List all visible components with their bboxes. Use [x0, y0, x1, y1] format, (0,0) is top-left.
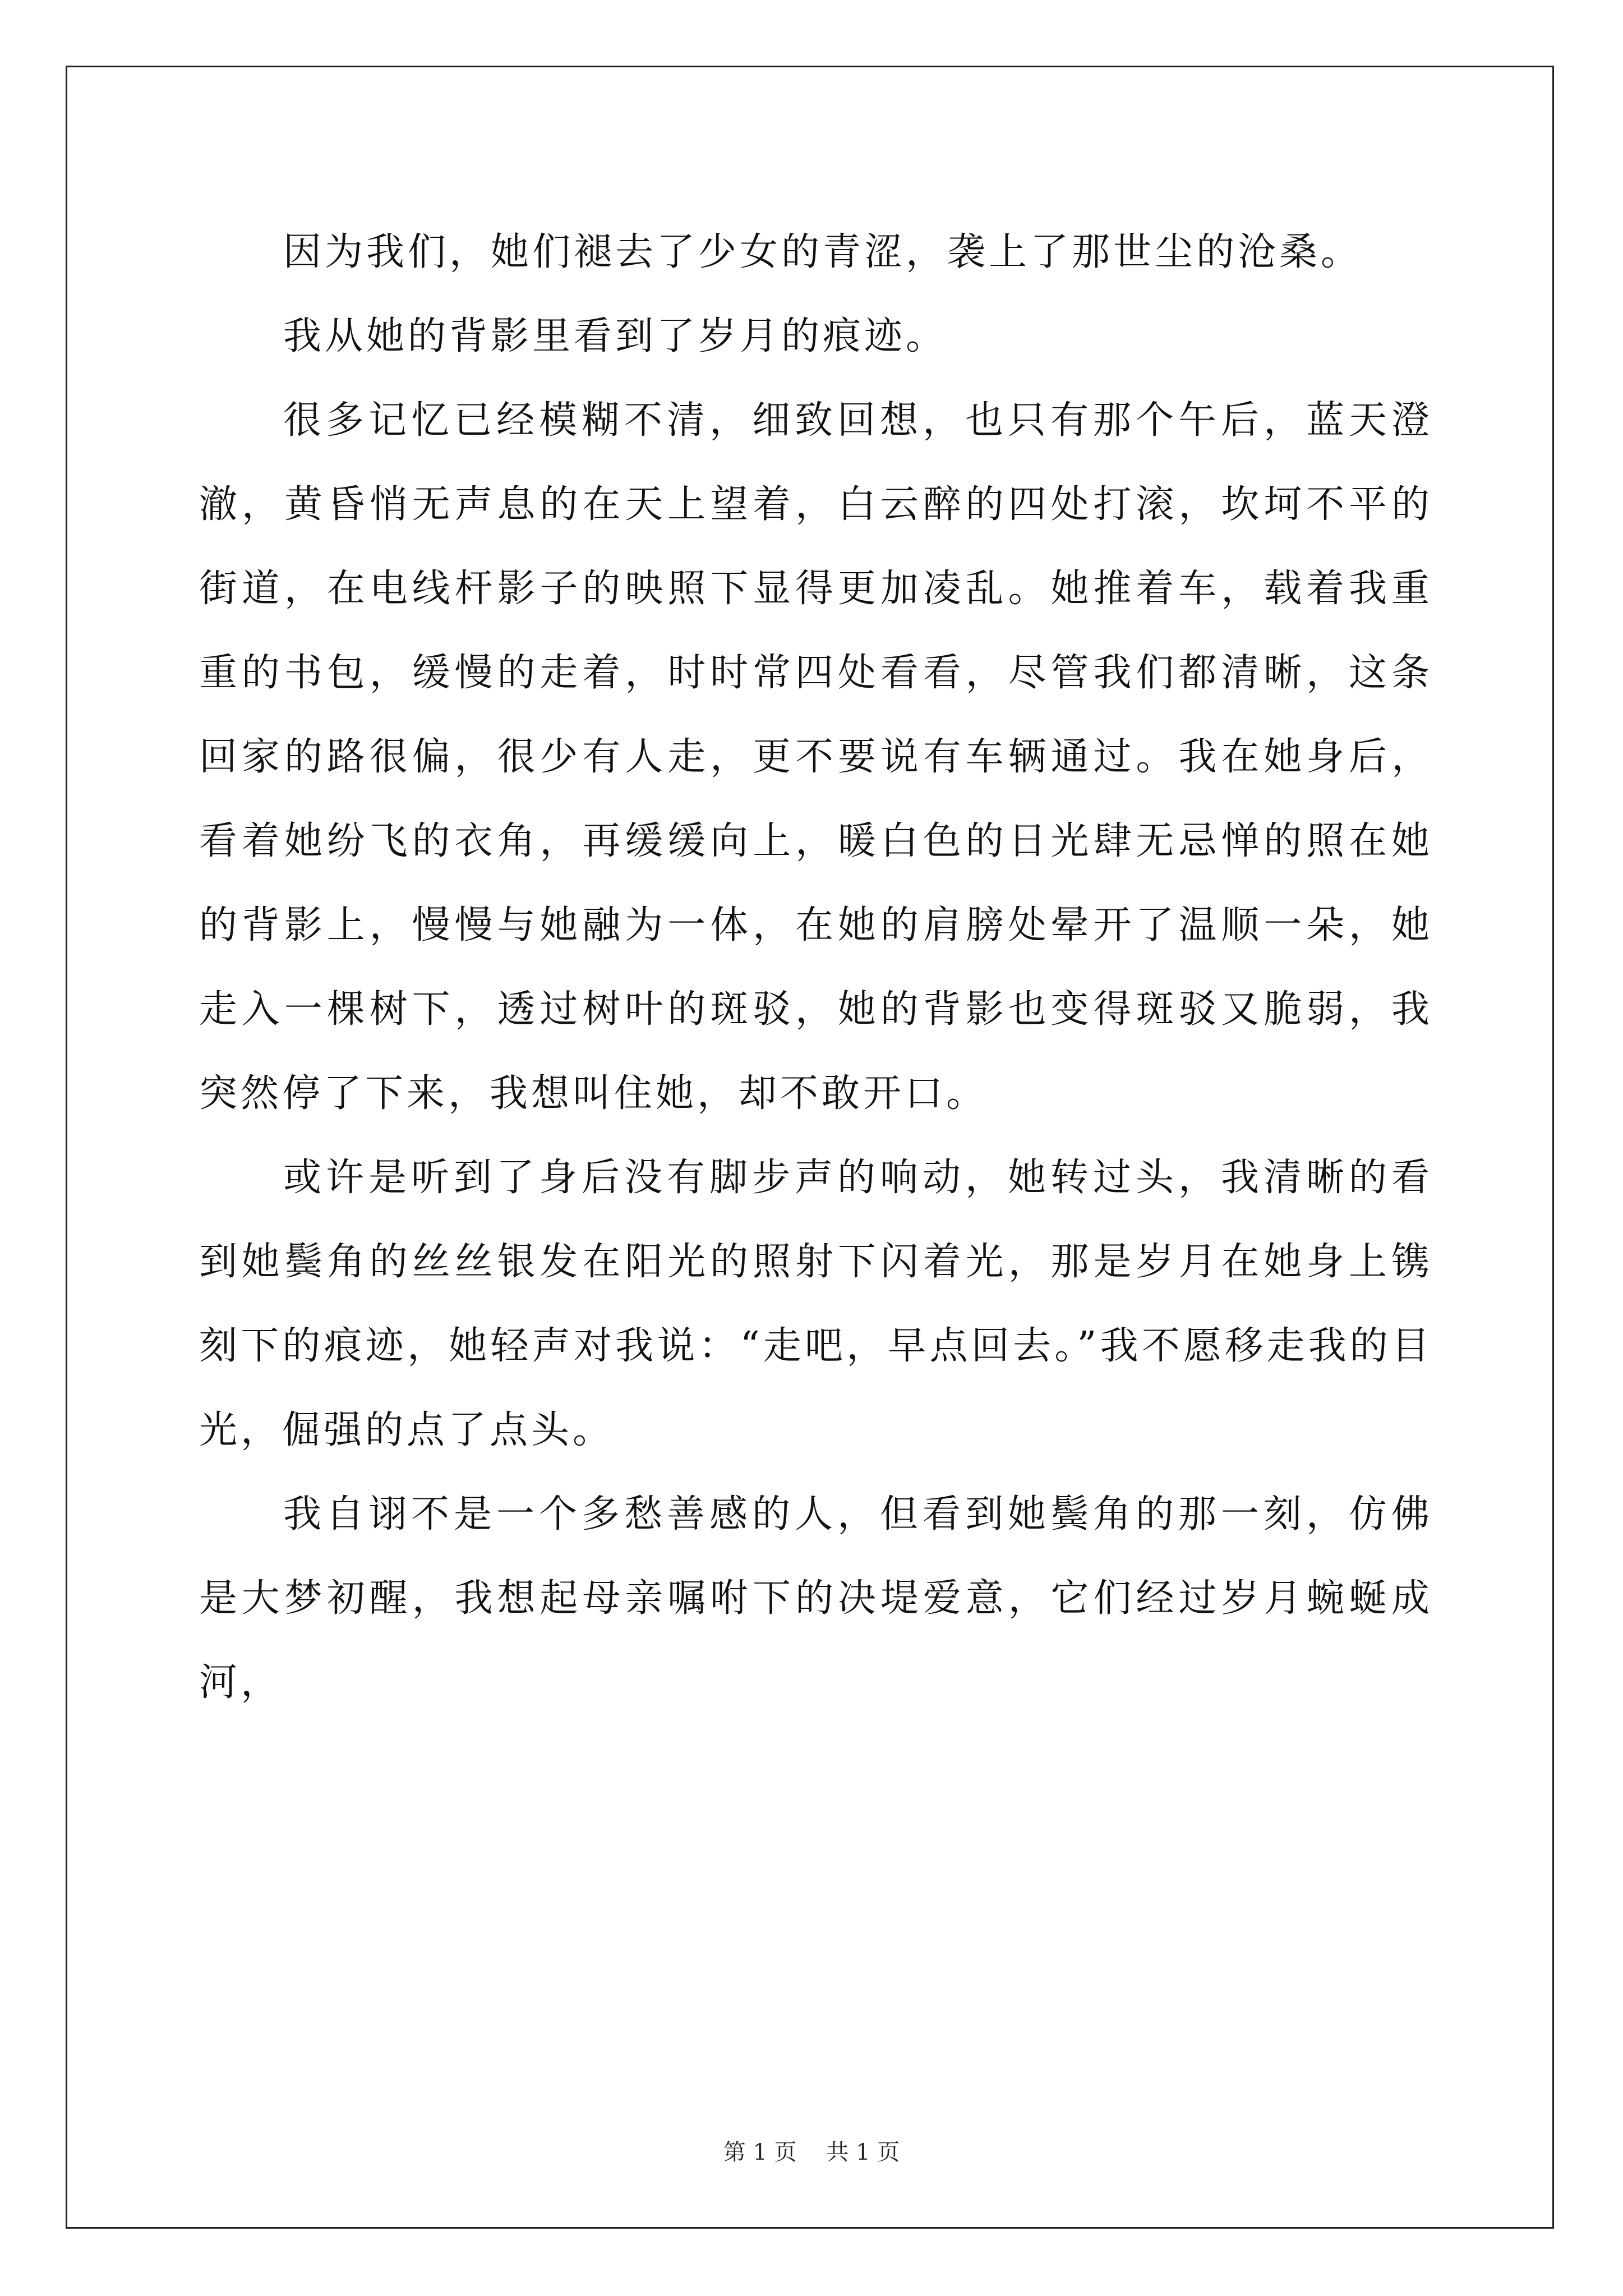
page-number-current: 第 1 页 — [723, 2139, 797, 2165]
paragraph: 或许是听到了身后没有脚步声的响动，她转过头，我清晰的看到她鬓角的丝丝银发在阳光的照射下闪着光，那是岁月在她身上镌刻下的痕迹，她轻声对我说：“走吧，早点回去。”我不愿移走我的目光，倔强的点了点头。 — [199, 1156, 1433, 1452]
document-body — [199, 210, 1433, 1725]
page-footer — [0, 2134, 1623, 2166]
paragraph: 很多记忆已经模糊不清，细致回想，也只有那个午后，蓝天澄澈，黄昏悄无声息的在天上望着，白云醉的四处打滚，坎坷不平的街道，在电线杆影子的映照下显得更加凌乱。她推着车，载着我重重的书包，缓慢的走着，时时常四处看看，尽管我们都清晰，这条回家的路很偏，很少有人走，更不要说有车辆通过。我在她身后，看着她纷飞的衣角，再缓缓向上，暖白色的日光肆无忌惮的照在她的背影上，慢慢与她融为一体，在她的肩膀处晕开了温顺一朵，她走入一棵树下，透过树叶的斑驳，她的背影也变得斑驳又脆弱，我突然停了下来，我想叫住她，却不敢开口。 — [199, 398, 1433, 1116]
page-number-total: 共 1 页 — [826, 2139, 900, 2165]
paragraph: 我从她的背影里看到了岁月的痕迹。 — [283, 314, 948, 358]
paragraph: 因为我们，她们褪去了少女的青涩，袭上了那世尘的沧桑。 — [283, 230, 1363, 274]
paragraph: 我自诩不是一个多愁善感的人，但看到她鬓角的那一刻，仿佛是大梦初醒，我想起母亲嘱咐下的决堤爱意，它们经过岁月蜿蜒成河， — [199, 1492, 1433, 1705]
